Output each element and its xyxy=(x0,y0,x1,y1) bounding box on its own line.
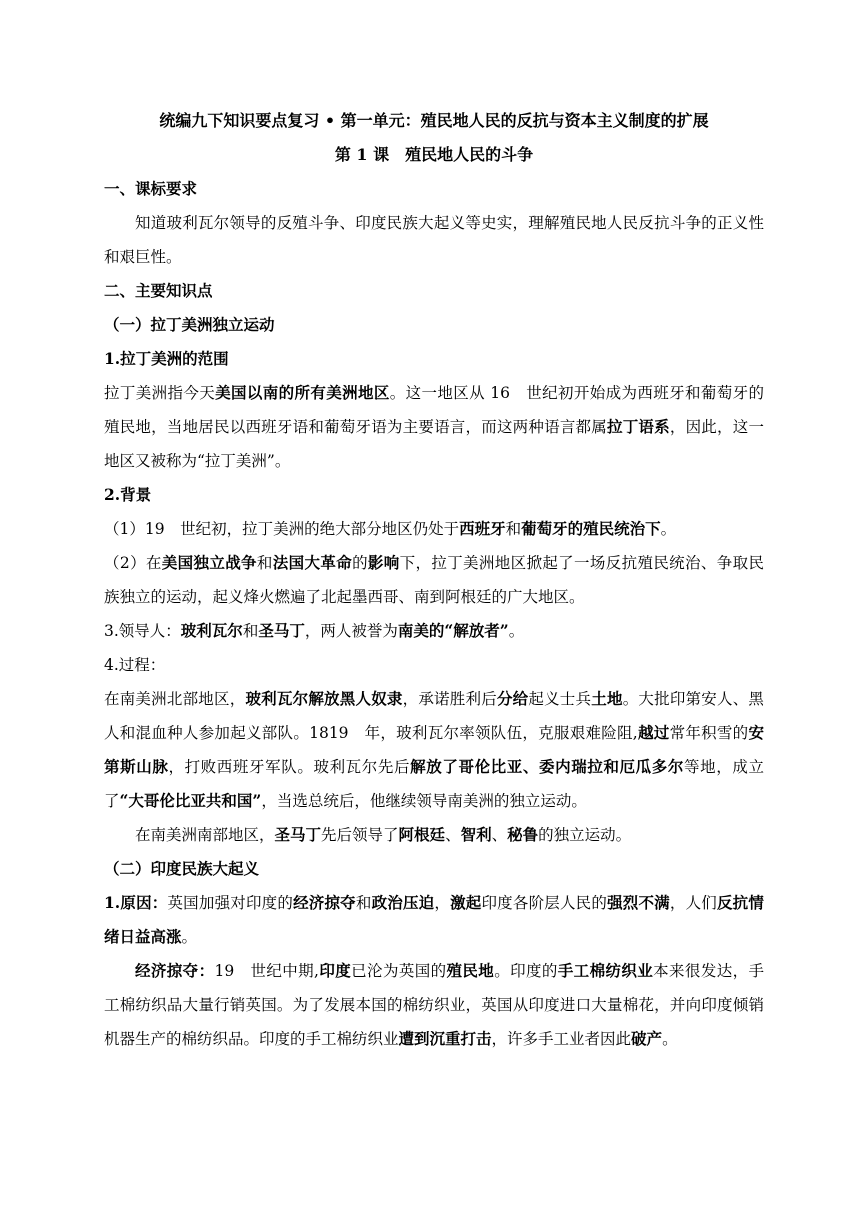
point-heading: 4.过程： xyxy=(104,656,166,674)
subsection-heading: （一）拉丁美洲独立运动 xyxy=(104,315,275,334)
paragraph: 3.领导人：玻利瓦尔和圣马丁，两人被誉为南美的“解放者”。 xyxy=(104,621,525,640)
paragraph: 经济掠夺：19 世纪中期,印度已沦为英国的殖民地。印度的手工棉纺织业本来很发达，手工棉纺织品大量行销英国。为了发展本国的棉纺织业，英国从印度进口大量棉花，并向印度倾销机器生产的棉纺织品。印度的手工棉纺织业遭到沉重打击，许多手工业者因此破产。 xyxy=(104,961,764,1048)
point-heading: 1.拉丁美洲的范围 xyxy=(104,349,229,368)
section-heading: 二、主要知识点 xyxy=(104,281,213,300)
paragraph: 1.原因：英国加强对印度的经济掠夺和政治压迫，激起印度各阶层人民的强烈不满，人们反抗情绪日益高涨。 xyxy=(104,893,764,946)
point-heading: 2.背景 xyxy=(104,485,152,504)
paragraph: 在南美洲北部地区，玻利瓦尔解放黑人奴隶，承诺胜利后分给起义士兵土地。大批印第安人、黑人和混血种人参加起义部队。1819 年，玻利瓦尔率领队伍，克服艰难险阻,越过常年积雪的安第斯山脉，打败西班牙军队。玻利瓦尔先后解放了哥伦比亚、委内瑞拉和厄瓜多尔等地，成立了“大哥伦比亚共和国”，当选总统后，他继续领导南美洲的独立运动。 xyxy=(104,689,764,810)
document-page xyxy=(104,104,764,1056)
paragraph: （1）19 世纪初，拉丁美洲的绝大部分地区仍处于西班牙和葡萄牙的殖民统治下。 xyxy=(104,519,677,538)
lesson-title: 第 1 课 殖民地人民的斗争 xyxy=(334,145,534,164)
paragraph: 拉丁美洲指今天美国以南的所有美洲地区。这一地区从 16 世纪初开始成为西班牙和葡萄牙的殖民地，当地居民以西班牙语和葡萄牙语为主要语言，而这两种语言都属拉丁语系，因此，这一地区又被称为“拉丁美洲”。 xyxy=(104,383,764,470)
document-title: 统编九下知识要点复习 • 第一单元：殖民地人民的反抗与资本主义制度的扩展 xyxy=(159,111,709,130)
section-heading: 一、课标要求 xyxy=(104,179,198,198)
subsection-heading: （二）印度民族大起义 xyxy=(104,859,260,878)
paragraph: 知道玻利瓦尔领导的反殖斗争、印度民族大起义等史实，理解殖民地人民反抗斗争的正义性和艰巨性。 xyxy=(104,214,764,266)
paragraph: 在南美洲南部地区，圣马丁先后领导了阿根廷、智利、秘鲁的独立运动。 xyxy=(135,825,632,844)
paragraph: （2）在美国独立战争和法国大革命的影响下，拉丁美洲地区掀起了一场反抗殖民统治、争取民族独立的运动，起义烽火燃遍了北起墨西哥、南到阿根廷的广大地区。 xyxy=(104,553,764,606)
